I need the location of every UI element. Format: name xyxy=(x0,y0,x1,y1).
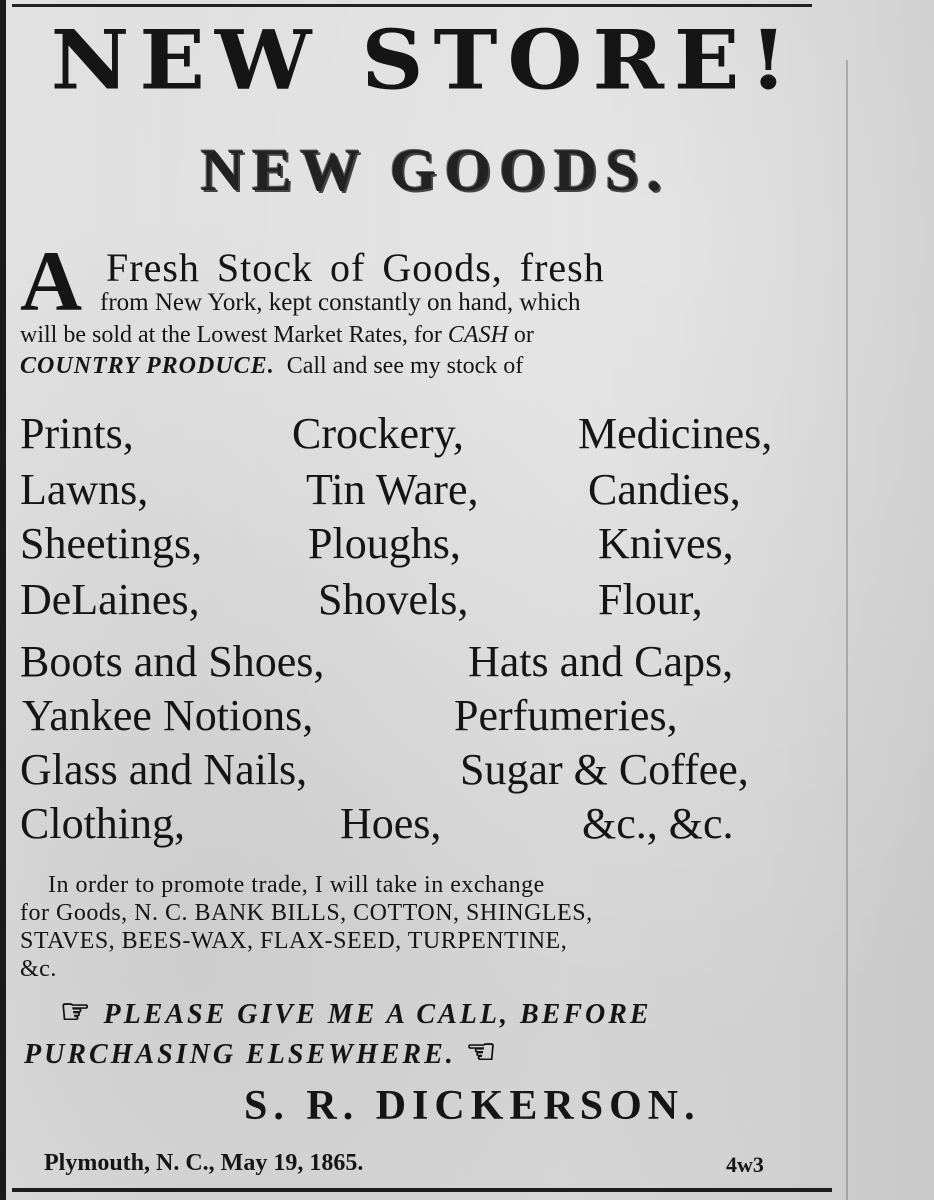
goods-item: Yankee Notions, xyxy=(22,691,314,740)
goods-item: Shovels, xyxy=(318,575,469,624)
top-rule xyxy=(12,4,812,7)
exchange-line: STAVES, BEES-WAX, FLAX-SEED, TURPENTINE, xyxy=(20,928,568,954)
goods-item: Boots and Shoes, xyxy=(20,637,325,686)
notice-text-2: PURCHASING ELSEWHERE. xyxy=(24,1039,456,1070)
pointing-hand-left-icon: ☜ xyxy=(465,1034,500,1071)
headline: NEW STORE! xyxy=(50,12,798,109)
goods-item: Prints, xyxy=(20,409,134,458)
goods-item: Flour, xyxy=(598,575,703,624)
goods-item: Perfumeries, xyxy=(454,691,678,740)
goods-item: Knives, xyxy=(598,519,734,568)
intro-line-2: from New York, kept constantly on hand, which xyxy=(100,289,581,316)
notice-text-1: PLEASE GIVE ME A CALL, BEFORE xyxy=(103,999,652,1030)
signature: S. R. DICKERSON. xyxy=(244,1083,701,1129)
cash-term: CASH xyxy=(447,322,508,348)
country-produce-term: COUNTRY PRODUCE. xyxy=(20,353,275,379)
goods-item: Clothing, xyxy=(20,799,186,848)
intro-line-3 xyxy=(20,322,534,349)
goods-item: Medicines, xyxy=(578,409,773,458)
goods-item: Lawns, xyxy=(20,465,149,514)
goods-item: Hats and Caps, xyxy=(468,637,734,686)
goods-item: Crockery, xyxy=(292,409,464,458)
goods-item: Sugar & Coffee, xyxy=(460,745,749,794)
goods-item: Tin Ware, xyxy=(306,465,479,514)
intro-line-1: Fresh Stock of Goods, fresh xyxy=(106,245,605,290)
pointing-hand-right-icon: ☞ xyxy=(60,994,94,1031)
goods-item: Hoes, xyxy=(340,799,442,848)
right-column-rule xyxy=(846,60,848,1200)
intro-line-3-text: will be sold at the Lowest Market Rates, for xyxy=(20,322,448,348)
subheading: NEW GOODS. xyxy=(200,137,670,203)
dateline: Plymouth, N. C., May 19, 1865. xyxy=(44,1150,364,1176)
insertion-code: 4w3 xyxy=(726,1152,764,1177)
goods-item: DeLaines, xyxy=(20,575,200,624)
intro-line-4 xyxy=(20,353,523,380)
notice-line-2 xyxy=(24,1032,499,1072)
bottom-rule xyxy=(12,1188,832,1192)
intro-line-3-end: or xyxy=(507,322,534,348)
notice-line-1 xyxy=(60,992,652,1032)
exchange-line: &c. xyxy=(20,956,57,982)
drop-cap: A xyxy=(20,233,83,329)
exchange-line: for Goods, N. C. BANK BILLS, COTTON, SHINGLES, xyxy=(20,900,593,926)
intro-line-4-text: Call and see my stock of xyxy=(274,353,524,379)
goods-item: Ploughs, xyxy=(308,519,461,568)
goods-item: &c., &c. xyxy=(582,799,734,848)
exchange-line: In order to promote trade, I will take in exchange xyxy=(48,872,545,898)
goods-item: Sheetings, xyxy=(20,519,203,568)
goods-item: Glass and Nails, xyxy=(20,745,308,794)
goods-item: Candies, xyxy=(588,465,741,514)
left-column-rule xyxy=(0,0,6,1200)
